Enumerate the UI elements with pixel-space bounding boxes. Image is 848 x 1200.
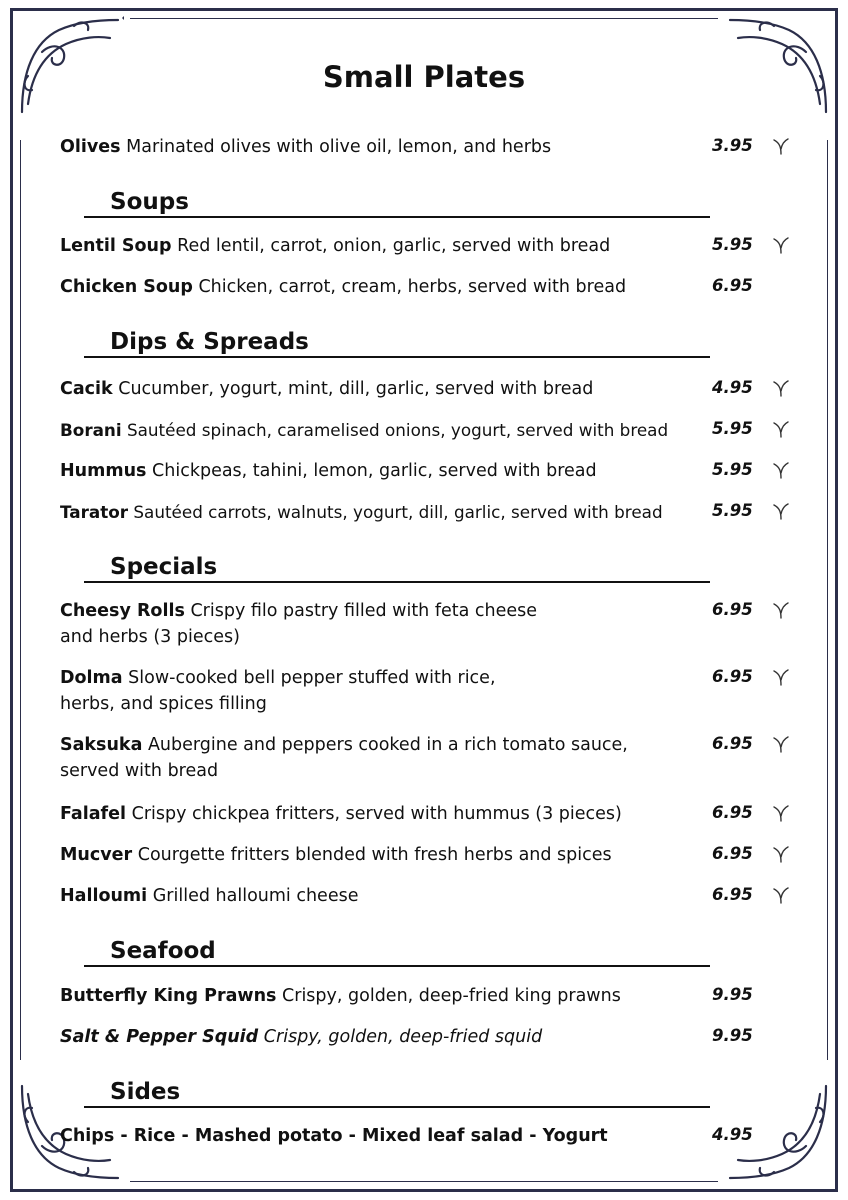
item-price: 6.95 xyxy=(712,734,753,753)
item-price: 6.95 xyxy=(712,803,753,822)
menu-item: Saksuka Aubergine and peppers cooked in a rich tomato sauce, served with bread xyxy=(60,735,628,781)
item-price: 5.95 xyxy=(712,235,753,254)
item-price: 3.95 xyxy=(712,136,753,155)
item-price: 5.95 xyxy=(712,501,753,520)
section-heading: Sides xyxy=(84,1078,710,1108)
menu-item: Tarator Sautéed carrots, walnuts, yogurt, dill, garlic, served with bread xyxy=(60,502,663,522)
item-price: 6.95 xyxy=(712,844,753,863)
vegetarian-leaf-icon xyxy=(772,601,790,619)
menu-item: Falafel Crispy chickpea fritters, served with hummus (3 pieces) xyxy=(60,804,622,824)
item-price: 5.95 xyxy=(712,419,753,438)
item-price: 4.95 xyxy=(712,1125,753,1144)
menu-item: Cheesy Rolls Crispy filo pastry filled with feta cheese and herbs (3 pieces) xyxy=(60,601,538,647)
frame-inner-right xyxy=(827,140,828,1060)
vegetarian-leaf-icon xyxy=(772,668,790,686)
frame-inner-left xyxy=(20,140,21,1060)
menu-item: Hummus Chickpeas, tahini, lemon, garlic, served with bread xyxy=(60,461,597,481)
item-description: Marinated olives with olive oil, lemon, and herbs xyxy=(126,137,552,157)
vegetarian-leaf-icon xyxy=(772,845,790,863)
frame-inner-bottom xyxy=(130,1181,718,1182)
section-heading: Soups xyxy=(84,188,710,218)
vegetarian-leaf-icon xyxy=(772,420,790,438)
item-price: 6.95 xyxy=(712,885,753,904)
vegetarian-leaf-icon xyxy=(772,886,790,904)
vegetarian-leaf-icon xyxy=(772,502,790,520)
menu-item: Chips - Rice - Mashed potato - Mixed leaf salad - Yogurt xyxy=(60,1126,608,1146)
menu-item: Dolma Slow-cooked bell pepper stuffed with rice, herbs, and spices filling xyxy=(60,668,496,714)
section-heading: Seafood xyxy=(84,937,710,967)
item-price: 9.95 xyxy=(712,1026,753,1045)
menu-item: Butterfly King Prawns Crispy, golden, deep-fried king prawns xyxy=(60,986,621,1006)
menu-item: Mucver Courgette fritters blended with fresh herbs and spices xyxy=(60,845,612,865)
section-heading: Specials xyxy=(84,553,710,583)
item-price: 6.95 xyxy=(712,667,753,686)
vegetarian-leaf-icon xyxy=(772,461,790,479)
menu-item: Salt & Pepper Squid Crispy, golden, deep-fried squid xyxy=(60,1027,543,1047)
item-price: 9.95 xyxy=(712,985,753,1004)
vegetarian-leaf-icon xyxy=(772,379,790,397)
menu-item: Chicken Soup Chicken, carrot, cream, herbs, served with bread xyxy=(60,277,627,297)
item-price: 6.95 xyxy=(712,276,753,295)
section-heading: Dips & Spreads xyxy=(84,328,710,358)
menu-item: Borani Sautéed spinach, caramelised onions, yogurt, served with bread xyxy=(60,420,669,440)
vegetarian-leaf-icon xyxy=(772,735,790,753)
menu-item: Cacik Cucumber, yogurt, mint, dill, garlic, served with bread xyxy=(60,379,594,399)
frame-inner-top xyxy=(130,18,718,19)
menu-title: Small Plates xyxy=(322,60,526,94)
vegetarian-leaf-icon xyxy=(772,137,790,155)
menu-item: Halloumi Grilled halloumi cheese xyxy=(60,886,359,906)
vegetarian-leaf-icon xyxy=(772,804,790,822)
item-price: 4.95 xyxy=(712,378,753,397)
item-price: 5.95 xyxy=(712,460,753,479)
menu-item xyxy=(60,134,705,160)
item-name: Olives xyxy=(60,137,121,157)
item-price: 6.95 xyxy=(712,600,753,619)
menu-item: Lentil Soup Red lentil, carrot, onion, garlic, served with bread xyxy=(60,236,611,256)
vegetarian-leaf-icon xyxy=(772,236,790,254)
